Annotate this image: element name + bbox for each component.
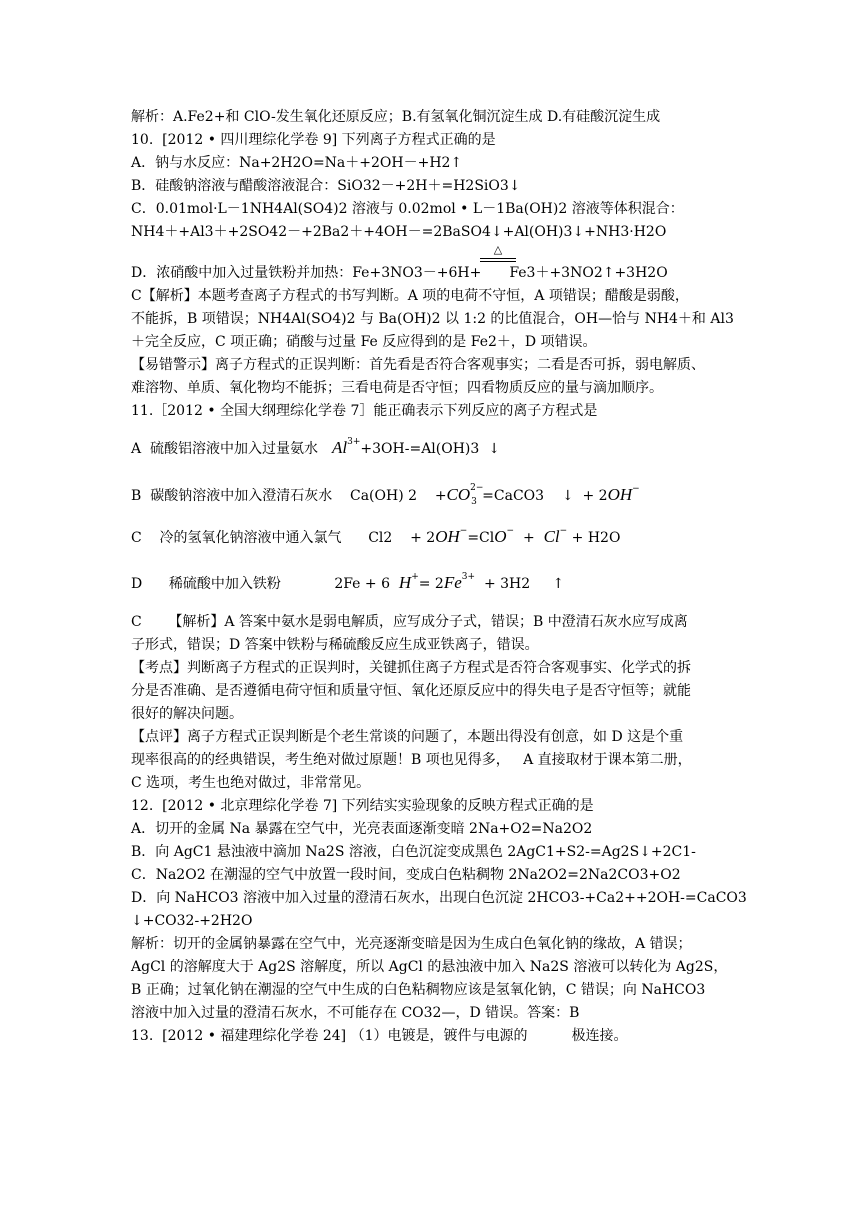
text-line: AgCl 的溶解度大于 Ag2S 溶解度，所以 AgCl 的悬浊液中加入 Na2S 溶液可以转化为 Ag2S，	[131, 959, 728, 975]
charge: −	[459, 526, 468, 536]
option-c: C．0.01mol·L－1NH4Al(SO4)2 溶液与 0.02mol • L－1Ba(OH)2 溶液等体积混合：	[131, 201, 684, 217]
heat-symbol: △	[493, 243, 503, 256]
text-line: 难溶物、单质、氧化物均不能拆；三看电荷是否守恒；四看物质反应的量与滴加顺序。	[131, 380, 663, 396]
question-13-text: 13. [2012 • 福建理综化学卷 24] （1）电镀是，镀件与电源的	[131, 1028, 528, 1044]
text-line: 【考点】判断离子方程式的正误判时，关键抓住离子方程式是否符合客观事实、化学式的拆	[131, 660, 691, 676]
q12-option-c: C．Na2O2 在潮湿的空气中放置一段时间，变成白色粘稠物 2Na2O2=2Na2CO3+O2	[131, 867, 681, 883]
q12-option-d: D．向 NaHCO3 溶液中加入过量的澄清石灰水，出现白色沉淀 2HCO3-+Ca2++2OH-=CaCO3	[131, 890, 747, 906]
charge: 3+	[347, 437, 361, 447]
option-c-equation: NH4＋+Al3＋+2SO42－+2Ba2＋+4OH－=2BaSO4↓+Al(OH)3↓+NH3·H2O	[131, 224, 667, 240]
formula-o: O	[494, 527, 507, 546]
charge: −	[559, 526, 568, 536]
formula-al: Al	[332, 438, 348, 457]
text-line: 【点评】离子方程式正误判断是个老生常谈的问题了，本题出得没有创意，如 D 这是个重	[131, 729, 684, 745]
q11-option-d-mid: = 2	[418, 576, 444, 592]
equation-bar	[480, 258, 516, 259]
question-12-title: 12. [2012 • 北京理综化学卷 7] 下列结实实验现象的反映方程式正确的是	[131, 798, 594, 814]
subscript: 3	[471, 497, 477, 507]
q11-option-a-rest: +3OH-=Al(OH)3 ↓	[360, 441, 500, 457]
text-line: 溶液中加入过量的澄清石灰水，不可能存在 CO32—，D 错误。答案：B	[131, 1005, 580, 1021]
q11-option-c-mid: =Cl	[467, 530, 495, 546]
q11-option-b-rest: =CaCO3 ↓ + 2	[482, 488, 608, 504]
q11-option-d-rest: + 3H2 ↑	[475, 576, 565, 592]
formula-co3: CO	[446, 485, 471, 504]
q11-option-a-text: A 硫酸铝溶液中加入过量氨水	[131, 441, 319, 457]
q12-option-d-cont: ↓+CO32-+2H2O	[131, 913, 253, 929]
q11-option-a	[131, 438, 500, 461]
option-d-right: Fe3＋+3NO2↑+3H2O	[509, 265, 668, 281]
charge: −	[632, 484, 640, 494]
q12-option-b: B．向 AgC1 悬浊液中滴加 Na2S 溶液，白色沉淀变成黑色 2AgC1+S2-=Ag2S↓+2C1-	[131, 844, 696, 860]
charge: −	[506, 526, 515, 536]
text-line: 解析：切开的金属钠暴露在空气中，光亮逐渐变暗是因为生成白色氧化钠的缘故，A 错误；	[131, 936, 692, 952]
text-line: C 【解析】A 答案中氨水是弱电解质，应写成分子式，错误；B 中澄清石灰水应写成离	[131, 614, 688, 630]
text-line: 【易错警示】离子方程式的正误判断：首先看是否符合客观事实；二看是否可拆，弱电解质、	[131, 357, 705, 373]
question-11-title: 11.［2012 • 全国大纲理综化学卷 7］能正确表示下列反应的离子方程式是	[131, 403, 598, 419]
plus: +	[514, 530, 544, 546]
charge: +	[411, 572, 419, 582]
q11-option-d	[131, 573, 564, 596]
text-line: 不能拆，B 项错误；NH4Al(SO4)2 与 Ba(OH)2 以 1:2 的比值混合，OH—恰与 NH4＋和 Al3	[131, 311, 734, 327]
text-line: 子形式，错误；D 答案中铁粉与稀硫酸反应生成亚铁离子，错误。	[131, 637, 539, 653]
option-b: B．硅酸钠溶液与醋酸溶液混合：SiO32－+2H＋=H2SiO3↓	[131, 178, 521, 194]
q11-option-b-text: B 碳酸钠溶液中加入澄清石灰水 Ca(OH) 2 +	[131, 488, 447, 504]
text-line: B 正确；过氧化钠在潮湿的空气中生成的白色粘稠物应该是氢氧化钠，C 错误；向 NaHCO3	[131, 982, 706, 998]
formula-fe: Fe	[443, 573, 462, 592]
option-d-left: D．浓硝酸中加入过量铁粉并加热：Fe+3NO3－+6H+	[131, 265, 482, 281]
q11-option-c-text: C 冷的氢氧化钠溶液中通入氯气 Cl2 + 2	[131, 530, 436, 546]
question-13-tail: 极连接。	[571, 1028, 628, 1044]
text-line: 解析：A.Fe2+和 ClO-发生氧化还原反应；B.有氢氧化铜沉淀生成 D.有硅酸沉淀生成	[131, 109, 661, 125]
option-d	[131, 263, 668, 283]
option-a: A．钠与水反应：Na+2H2O=Na＋+2OH－+H2↑	[131, 155, 463, 171]
q11-option-c	[131, 527, 620, 550]
text-line: C【解析】本题考查离子方程式的书写判断。A 项的电荷不守恒，A 项错误；醋酸是弱酸，	[131, 288, 689, 304]
text-line: C 选项，考生也绝对做过，非常常见。	[131, 775, 371, 791]
charge: 3+	[461, 572, 476, 582]
charge: 2−	[470, 483, 484, 493]
equation-bar	[480, 261, 516, 262]
q12-option-a: A．切开的金属 Na 暴露在空气中，光亮表面逐渐变暗 2Na+O2=Na2O2	[131, 821, 593, 837]
formula-cl: Cl	[543, 527, 560, 546]
question-13-title	[131, 1026, 628, 1046]
q11-option-b	[131, 485, 640, 508]
text-line: 很好的解决问题。	[131, 706, 243, 722]
text-line: 分是否准确、是否遵循电荷守恒和质量守恒、氧化还原反应中的得失电子是否守恒等；就能	[131, 683, 691, 699]
q11-option-d-text: D 稀硫酸中加入铁粉 2Fe + 6	[131, 576, 399, 592]
question-10-title: 10. [2012 • 四川理综化学卷 9] 下列离子方程式正确的是	[131, 132, 496, 148]
formula-oh: OH	[607, 485, 633, 504]
formula-oh: OH	[435, 527, 460, 546]
formula-h: H	[398, 573, 412, 592]
text-line: ＋完全反应，C 项正确；硝酸与过量 Fe 反应得到的是 Fe2＋，D 项错误。	[131, 334, 597, 350]
text-line: 现率很高的的经典错误，考生绝对做过原题！B 项也见得多， A 直接取材于课本第二册，	[131, 752, 692, 768]
q11-option-c-rest: + H2O	[567, 530, 621, 546]
